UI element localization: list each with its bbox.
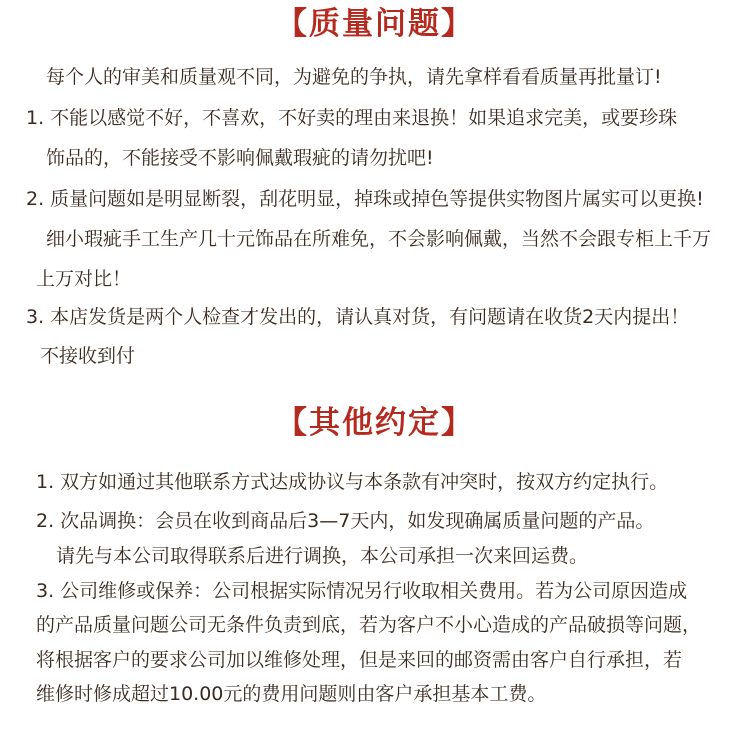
- other-line-3-cont: 的产品质量问题公司无条件负责到底，若为客户不小心造成的产品破损等问题，: [36, 614, 702, 636]
- other-line-3-cont3: 维修时修成超过10.00元的费用问题则由客户承担基本工费。: [36, 683, 547, 705]
- other-line-1: 1. 双方如通过其他联系方式达成协议与本条款有冲突时，按双方约定执行。: [36, 471, 669, 493]
- other-section-title: 【其他约定】: [276, 405, 474, 441]
- quality-line-intro: 每个人的审美和质量观不同，为避免的争执，请先拿样看看质量再批量订!: [46, 66, 662, 88]
- quality-line-2: 2. 质量问题如是明显断裂，刮花明显，掉珠或掉色等提供实物图片属实可以更换!: [26, 188, 704, 210]
- quality-line-1: 1. 不能以感觉不好，不喜欢，不好卖的理由来退换！如果追求完美，或要珍珠: [26, 107, 678, 129]
- quality-line-2-cont: 细小瑕疵手工生产几十元饰品在所难免，不会影响佩戴，当然不会跟专柜上千万: [46, 228, 712, 250]
- quality-line-3: 3. 本店发货是两个人检查才发出的，请认真对货，有问题请在收货2天内提出！: [26, 306, 690, 328]
- other-line-2: 2. 次品调换：会员在收到商品后3—7天内，如发现确属质量问题的产品。: [36, 510, 655, 532]
- other-line-3: 3. 公司维修或保养：公司根据实际情况另行收取相关费用。若为公司原因造成: [36, 580, 688, 602]
- quality-section-title: 【质量问题】: [276, 6, 474, 42]
- other-line-2-cont: 请先与本公司取得联系后进行调换，本公司承担一次来回运费。: [56, 545, 589, 567]
- quality-line-3-cont: 不接收到付: [40, 345, 136, 367]
- quality-line-1-cont: 饰品的，不能接受不影响佩戴瑕疵的请勿扰吧!: [46, 147, 434, 169]
- other-line-3-cont2: 将根据客户的要求公司加以维修处理，但是来回的邮资需由客户自行承担，若: [36, 649, 683, 671]
- quality-line-2-cont2: 上万对比！: [36, 268, 132, 290]
